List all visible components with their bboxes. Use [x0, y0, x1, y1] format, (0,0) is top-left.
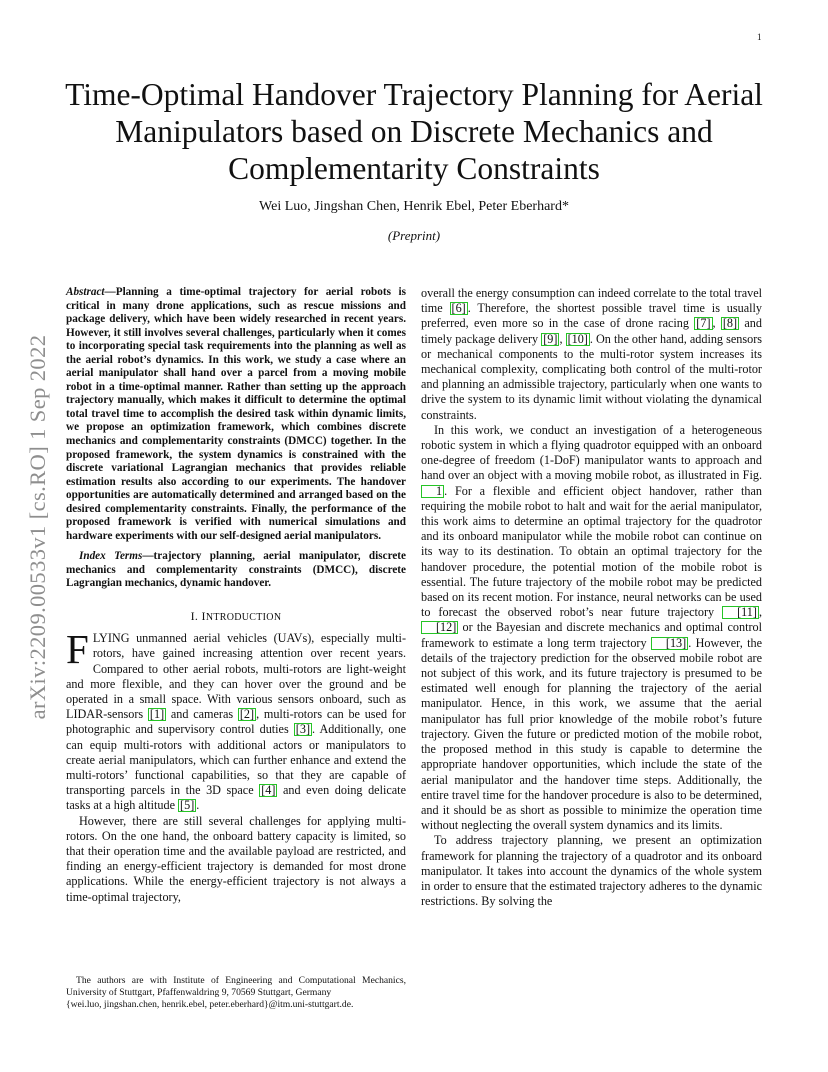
arxiv-stamp: arXiv:2209.00533v1 [cs.RO] 1 Sep 2022: [25, 334, 50, 720]
citation-link[interactable]: [7]: [696, 316, 711, 331]
citation-link[interactable]: [3]: [295, 722, 311, 737]
citation-link[interactable]: [2]: [239, 707, 255, 722]
figure-link[interactable]: 1: [421, 485, 444, 498]
intro-paragraph-2: However, there are still several challenges for applying multi-rotors. On the one hand, the onboard battery capacity is limited, so that their operation time and the available payload are restricted, and finding an energy-efficient trajectory is demanded for most drone applications. While the energy-efficient trajectory is not always a time-optimal trajectory,: [66, 813, 406, 904]
intro-paragraph-1: FLYING unmanned aerial vehicles (UAVs), especially multi-rotors, have gained increasing attention over recent years. Compared to other aerial robots, multi-rotors are light-weight and more flexible, and they can hover over the ground and be operated in a small space. With various sensors onboard, such as LIDAR-sensors [1] and cameras [2] , multi-rotors can be used for photographic and supervisory control duties [3] . Additionally, one can equip multi-rotors with additional actors or manipulators to create aerial manipulators, which can further enhance and extend the multi-rotors’ functional capabilities, so that they are capable of transporting parcels in the 3D space [4] and even doing delicate tasks at a high altitude [5] .: [66, 626, 407, 813]
section-heading-introduction: I. INTRODUCTION: [190, 609, 282, 624]
abstract-text: —Planning a time-optimal trajectory for aerial robots is critical in many drone applications, such as rescue missions and package delivery, which have been widely researched in recent years. However, it still involves several challenges, particularly when it comes to incorporating special task requirements into the planning as well as the aerial robot’s dynamics. In this work, we study a case where an aerial manipulator shall hand over a parcel from a moving mobile robot in a time-optimal manner. Rather than setting up the approach trajectory manually, which makes it difficult to determine the optimal total travel time to accomplish the desired task within dynamic limits, we propose an optimization framework, which combines discrete mechanics and complementarity constraints (DMCC) together. In the proposed framework, the system dynamics is constrained with the discrete variational Lagrangian mechanics that provides reliable estimation results also according to our experiments. The handover opportunities are automatically determined and arranged based on the desired complementarity constraints. Finally, the performance of the proposed framework is verified with numerical simulations and hardware experiments with our self-designed aerial manipulators.: [66, 286, 406, 542]
citation-link[interactable]: [12]: [421, 621, 458, 634]
citation-link[interactable]: [11]: [722, 606, 759, 619]
right-paragraph-3: To address trajectory planning, we present an optimization framework for planning the trajectory of a quadrotor and its onboard manipulator. It takes into account the dynamics of the whole system in order to ensure that the estimated trajectory adheres to the dynamic restrictions. By solving the: [421, 833, 762, 909]
citation-link[interactable]: [6]: [451, 301, 466, 316]
citation-link[interactable]: [10]: [567, 331, 588, 346]
preprint-label: (Preprint): [387, 228, 441, 243]
page-number: 1: [757, 32, 762, 42]
citation-link[interactable]: [13]: [651, 637, 688, 650]
footnote-emails: {wei.luo, jingshan.chen, henrik.ebel, peter.eberhard}@itm.uni-stuttgart.de.: [66, 999, 354, 1010]
citation-link[interactable]: [9]: [543, 331, 558, 346]
citation-link[interactable]: [4]: [261, 783, 276, 798]
right-column: [421, 286, 762, 909]
right-paragraph-2: In this work, we conduct an investigation of a heterogeneous robotic system in which a flying quadrotor equipped with an onboard one-degree of freedom (1-DoF) manipulator wants to approach and hand over an object with a moving mobile robot, as illustrated in Fig. 1 . For a flexible and efficient object handover, rather than requiring the mobile robot to halt and wait for the aerial manipulator, this work aims to determine an optimal trajectory for the quadrotor and its onboard manipulator while the mobile robot can continue on its way to its destination. To obtain an optimal trajectory for the handover procedure, the potential motion of the mobile robot is essential. The future trajectory of the mobile robot may be predicted based on its recent motion. For instance, neural networks can be used to forecast the observed robot’s near future trajectory [11] , [12] or the Bayesian and discrete mechanics and optimal control framework to estimate a long term trajectory [13] . However, the details of the trajectory prediction for the observed mobile robot are not subject of this work, and its future trajectory is presumed to be estimated well enough for planning the trajectory of the aerial manipulator. Hence, in this work, we assume that the aerial manipulator has full prior knowledge of the mobile robot’s future trajectory. Given the future or predicted motion of the mobile robot, the proposed method in this study is capable to determine the appropriate handover opportunities, which include the state of the aerial manipulator and the handover time steps. Additionally, the entire travel time for the handover procedure is also to be determined, and it should be as short as possible to minimize the operation time without neglecting the overall system dynamics and its limits.: [421, 422, 763, 833]
abstract-label: Abstract: [66, 286, 105, 298]
index-terms-label: Index Terms: [79, 550, 143, 563]
footnote-affiliation: The authors are with Institute of Engineering and Computational Mechanics, University of Stuttgart, Pfaffenwaldring 9, 70569 Stuttgart, Germany: [66, 975, 406, 998]
author-list: Wei Luo, Jingshan Chen, Henrik Ebel, Peter Eberhard*: [259, 199, 569, 214]
footnote: [66, 975, 406, 1011]
right-paragraph-1: overall the energy consumption can indeed correlate to the total travel time [6] . Therefore, the shortest possible travel time is usually preferred, even more so in the case of drone racing [7] , [8] and timely package delivery [9] , [10] . On the other hand, adding sensors or mechanical components to the multi-rotor system increases its mechanical complexity, complicating both control of the multi-rotor and planning an admissible trajectory, particularly when one wants to drive the system to its dynamic limit without violating the dynamical constraints.: [421, 286, 762, 422]
citation-link[interactable]: [8]: [722, 316, 738, 331]
citation-link[interactable]: [5]: [180, 798, 195, 813]
index-terms: [66, 550, 406, 591]
index-terms-text: —trajectory planning, aerial manipulator, discrete mechanics and complementarity constraints (DMCC), discrete Lagrangian mechanics, dynamic handover.: [66, 550, 406, 590]
abstract: [66, 286, 406, 543]
paper-title: Time-Optimal Handover Trajectory Planning for Aerial Manipulators based on Discrete Mechanics and Complementarity Constraints: [65, 77, 763, 186]
left-column: [66, 286, 406, 905]
citation-link[interactable]: [1]: [149, 707, 165, 722]
drop-cap-caps: LYING: [92, 631, 130, 646]
drop-cap: F: [66, 626, 89, 673]
